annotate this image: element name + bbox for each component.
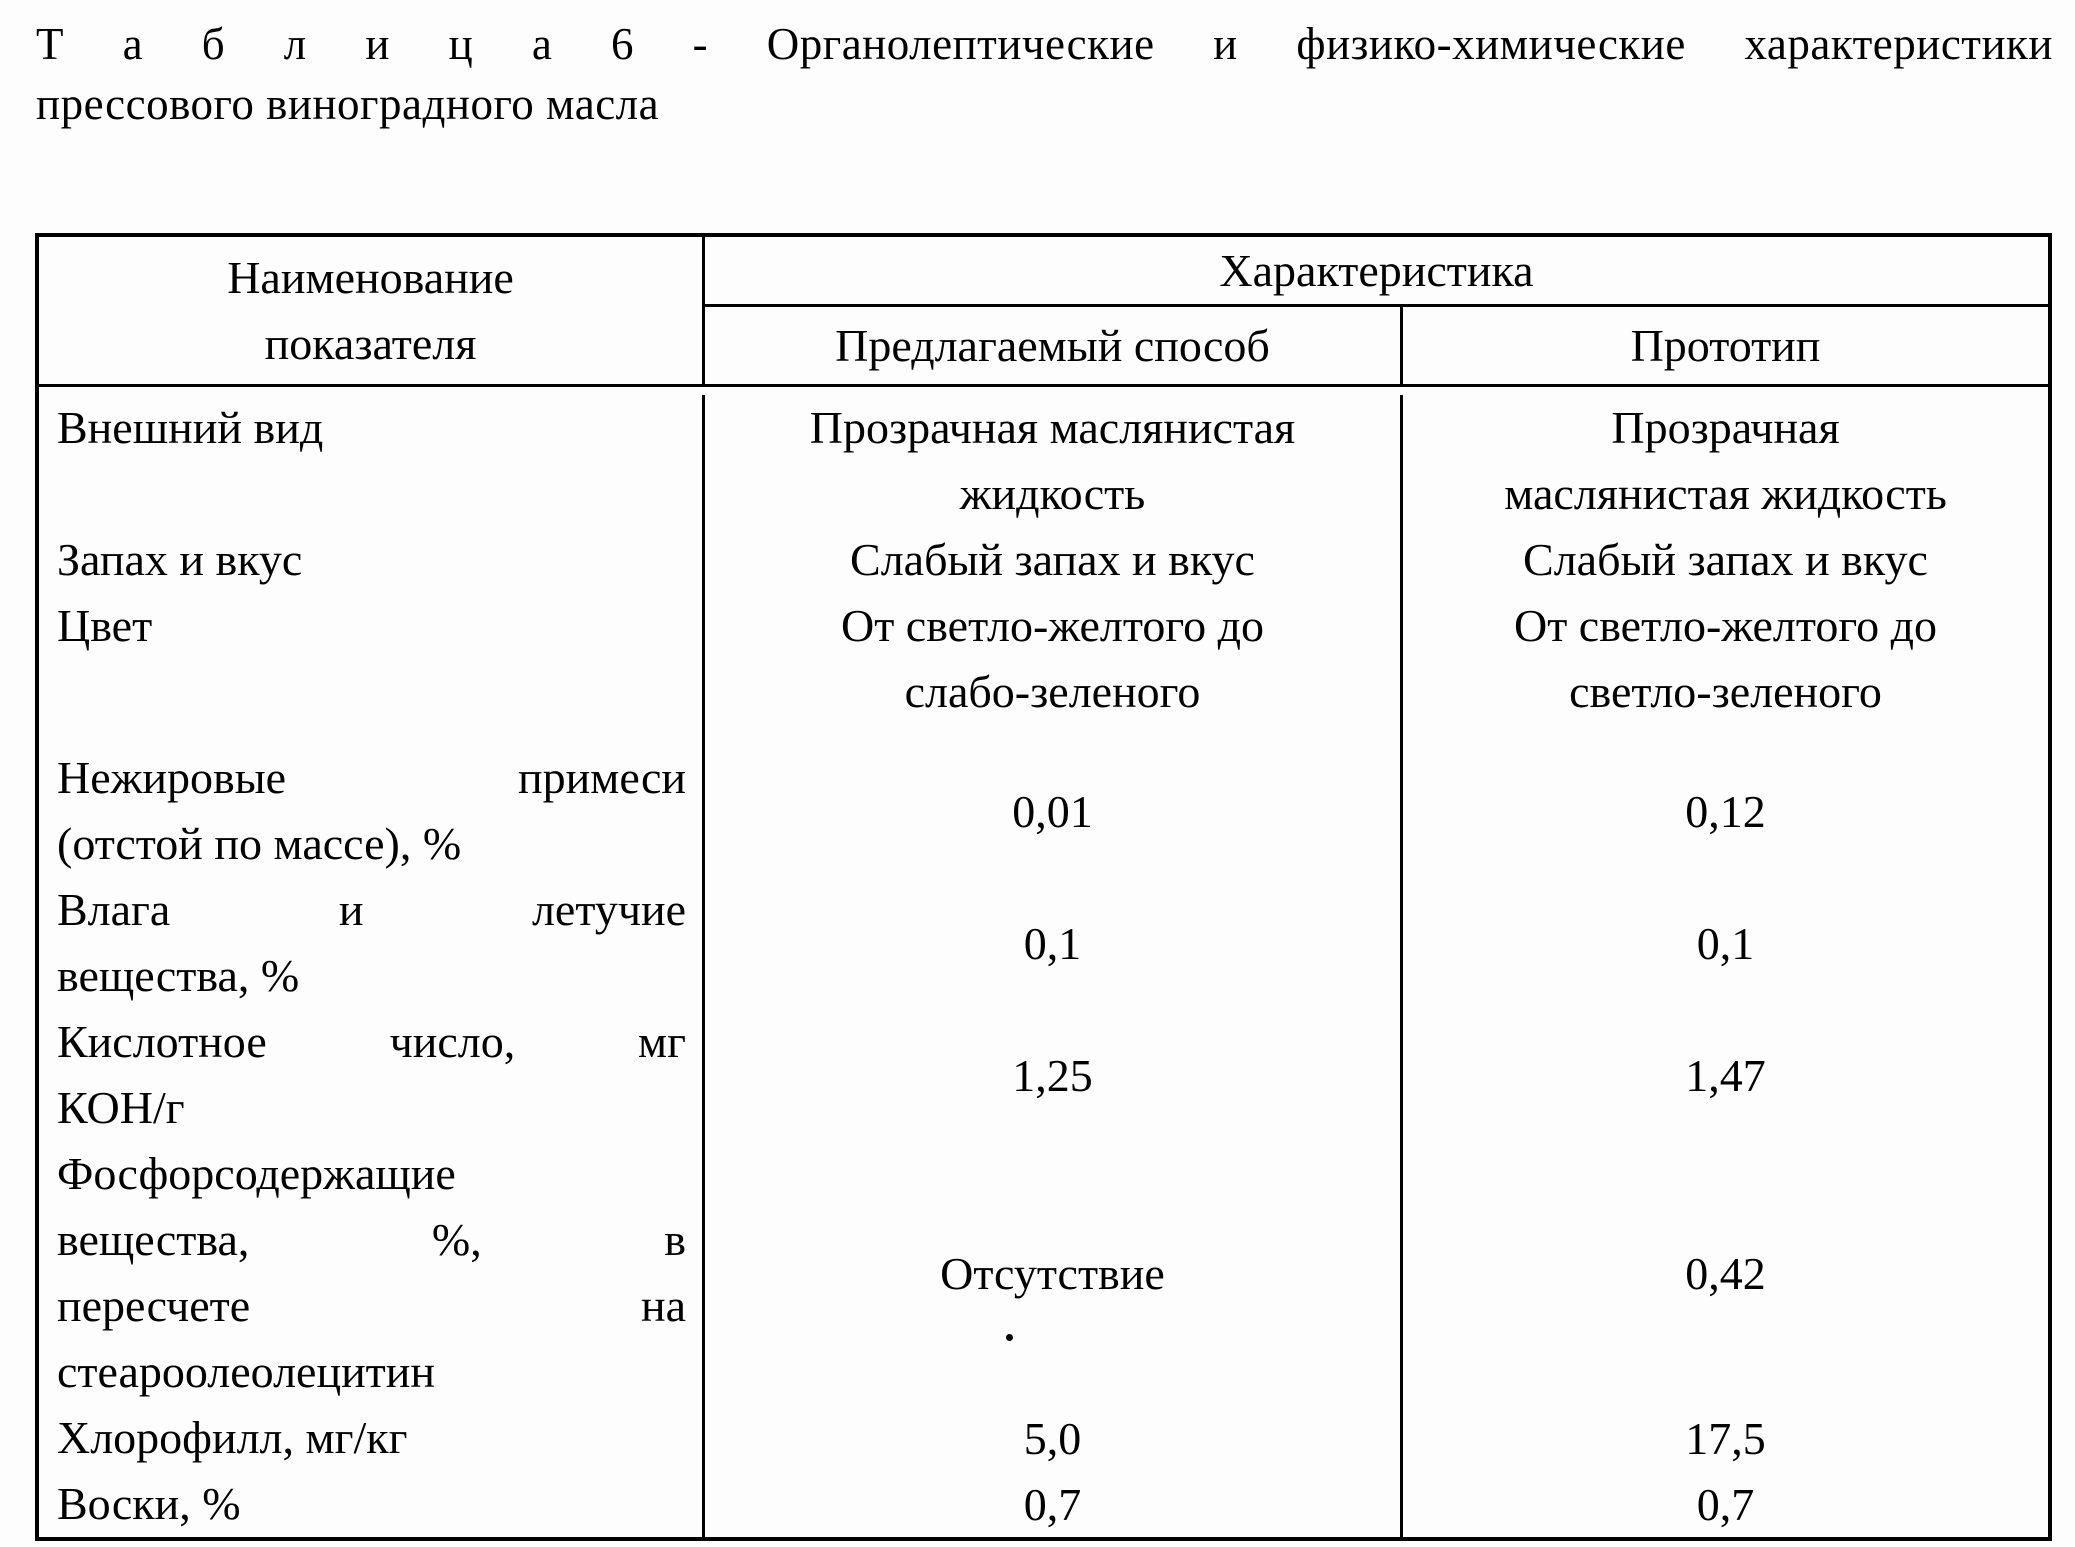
- indicator-line: Хлорофилл, мг/кг: [57, 1412, 408, 1463]
- indicator-cell: [39, 593, 702, 745]
- proposed-line: От светло-желтого до: [840, 600, 1264, 651]
- prototype-value-cell: 1,47: [1400, 1009, 2048, 1141]
- header-indicator-line1: Наименование: [227, 251, 514, 303]
- table-row-color: [39, 593, 2048, 745]
- table-row-odor-taste: [39, 527, 2048, 593]
- proposed-line: Слабый запах и вкус: [850, 534, 1255, 585]
- indicator-cell: [39, 1009, 702, 1141]
- table-row-chlorophyll: [39, 1405, 2048, 1471]
- indicator-line: КОН/г: [57, 1082, 185, 1133]
- header-indicator-line2: показателя: [264, 317, 477, 369]
- table-row-acid-number: [39, 1009, 2048, 1141]
- table-row-waxes: [39, 1471, 2048, 1537]
- header-prototype: Прототип: [1400, 307, 2048, 384]
- prototype-value-cell: 0,1: [1400, 877, 2048, 1009]
- indicator-line: Фосфорсодержащие: [57, 1148, 456, 1199]
- proposed-value-cell: 0,7: [702, 1471, 1400, 1537]
- indicator-line: вещества, %, в: [57, 1214, 686, 1265]
- indicator-cell: [39, 1405, 702, 1471]
- header-proposed-method: Предлагаемый способ: [702, 307, 1400, 384]
- indicator-cell: [39, 1471, 702, 1537]
- prototype-line: светло-зеленого: [1569, 666, 1882, 717]
- prototype-value-cell: 0,42: [1400, 1141, 2048, 1405]
- header-characteristic: Характеристика: [702, 237, 2048, 307]
- indicator-line: стеароолеолецитин: [57, 1346, 436, 1397]
- table-header: [39, 237, 2048, 387]
- indicator-line: (отстой по массе), %: [57, 818, 462, 869]
- table-row-nonfat-impurities: [39, 745, 2048, 877]
- table-caption: [36, 14, 2053, 134]
- proposed-cell: [702, 395, 1400, 527]
- prototype-cell: [1400, 527, 2048, 593]
- indicator-line: Кислотное число, мг: [57, 1016, 686, 1067]
- indicator-cell: [39, 527, 702, 593]
- table-row-appearance: [39, 395, 2048, 527]
- prototype-value-cell: 17,5: [1400, 1405, 2048, 1471]
- proposed-value-cell: 0,01: [702, 745, 1400, 877]
- prototype-line: Слабый запах и вкус: [1523, 534, 1928, 585]
- indicator-line: Нежировые примеси: [57, 752, 686, 803]
- indicator-line: вещества, %: [57, 950, 300, 1001]
- indicator-line: Внешний вид: [57, 402, 324, 453]
- prototype-cell: [1400, 593, 2048, 745]
- proposed-cell: [702, 593, 1400, 745]
- proposed-cell: [702, 527, 1400, 593]
- indicator-cell: [39, 1141, 702, 1405]
- table-row-moisture-volatiles: [39, 877, 2048, 1009]
- indicator-cell: [39, 877, 702, 1009]
- prototype-line: Прозрачная: [1611, 402, 1840, 453]
- table-row-phosphorus-substances: [39, 1141, 2048, 1405]
- proposed-value-cell: 1,25: [702, 1009, 1400, 1141]
- table-body: [39, 387, 2048, 1537]
- scan-artifact-dot: [1006, 1334, 1013, 1341]
- indicator-line: Цвет: [57, 600, 153, 651]
- proposed-line: слабо-зеленого: [904, 666, 1201, 717]
- prototype-line: От светло-желтого до: [1513, 600, 1937, 651]
- indicator-line: Воски, %: [57, 1478, 241, 1529]
- prototype-value-cell: 0,12: [1400, 745, 2048, 877]
- table-caption-line1: Т а б л и ц а 6 - Органолептические и физико-химические характеристики: [36, 19, 2053, 69]
- table-caption-line2: прессового виноградного масла: [36, 79, 660, 129]
- indicator-cell: [39, 395, 702, 527]
- proposed-line: Прозрачная маслянистая: [809, 402, 1296, 453]
- indicator-cell: [39, 745, 702, 877]
- proposed-value-cell: 5,0: [702, 1405, 1400, 1471]
- prototype-value-cell: 0,7: [1400, 1471, 2048, 1537]
- proposed-value-cell: 0,1: [702, 877, 1400, 1009]
- characteristics-table: [35, 233, 2052, 1541]
- proposed-line: жидкость: [959, 468, 1146, 519]
- indicator-line: Запах и вкус: [57, 534, 303, 585]
- prototype-line: маслянистая жидкость: [1504, 468, 1947, 519]
- indicator-line: Влага и летучие: [57, 884, 686, 935]
- indicator-line: пересчете на: [57, 1280, 686, 1331]
- prototype-cell: [1400, 395, 2048, 527]
- proposed-value-cell: Отсутствие: [702, 1141, 1400, 1405]
- header-indicator-name: [39, 237, 702, 384]
